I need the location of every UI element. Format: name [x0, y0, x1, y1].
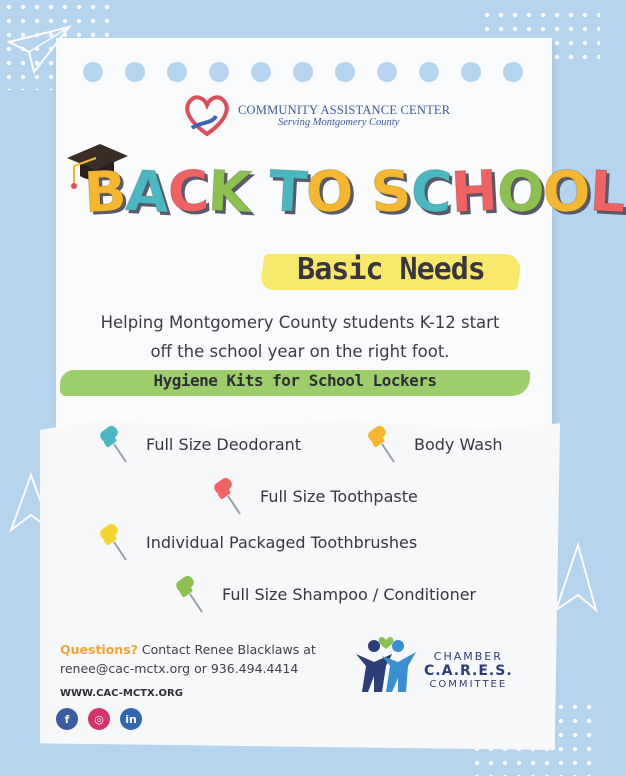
- committee-line: C.A.R.E.S.: [424, 663, 513, 679]
- subtitle: Basic Needs: [297, 252, 485, 287]
- item-label: Individual Packaged Toothbrushes: [146, 532, 418, 552]
- cares-people-icon: [352, 632, 422, 696]
- title-letter: A: [124, 158, 170, 227]
- push-pin-icon: [362, 422, 400, 466]
- questions-label: Questions?: [60, 642, 138, 657]
- title-letter: S: [369, 159, 413, 226]
- push-pin-icon: [170, 572, 208, 616]
- list-item: [362, 422, 503, 466]
- list-item: [94, 520, 417, 564]
- org-tagline: Serving Montgomery County: [278, 116, 400, 128]
- item-label: Full Size Shampoo / Conditioner: [222, 584, 477, 604]
- binder-holes: [83, 62, 523, 82]
- contact-info: [60, 640, 330, 678]
- list-item: [170, 572, 476, 616]
- intro-text: [70, 308, 530, 366]
- org-name: COMMUNITY ASSISTANCE CENTER: [238, 102, 451, 117]
- org-logo: [182, 92, 450, 138]
- push-pin-icon: [94, 520, 132, 564]
- title-letter: O: [541, 158, 592, 227]
- instagram-icon[interactable]: ◎: [88, 708, 110, 730]
- title-letter: H: [449, 158, 499, 227]
- intro-line: Helping Montgomery County students K-12 start: [100, 313, 500, 332]
- linkedin-icon[interactable]: in: [120, 708, 142, 730]
- push-pin-icon: [208, 474, 246, 518]
- title-letter: O: [495, 158, 545, 227]
- committee-name: [424, 650, 513, 690]
- list-item: [208, 474, 418, 518]
- kits-banner: Hygiene Kits for School Lockers: [153, 371, 437, 390]
- item-label: Full Size Deodorant: [146, 434, 302, 454]
- website-link[interactable]: WWW.CAC-MCTX.ORG: [60, 688, 183, 699]
- intro-line: off the school year on the right foot.: [150, 342, 450, 361]
- contact-details[interactable]: renee@cac-mctx.org or 936.494.4414: [60, 661, 299, 676]
- title-letter: C: [166, 158, 210, 227]
- social-links: [56, 708, 142, 730]
- push-pin-icon: [94, 422, 132, 466]
- item-label: Full Size Toothpaste: [260, 486, 418, 506]
- title-letter: L: [588, 159, 626, 226]
- title-letter: C: [409, 158, 453, 227]
- committee-line: COMMITTEE: [429, 679, 508, 690]
- page-title: [82, 158, 626, 227]
- heart-logo-icon: [182, 92, 232, 138]
- title-letter: K: [206, 158, 253, 227]
- committee-line: CHAMBER: [433, 650, 503, 663]
- title-letter: T: [267, 159, 308, 226]
- facebook-icon[interactable]: f: [56, 708, 78, 730]
- item-label: Body Wash: [414, 434, 503, 454]
- contact-line: Contact Renee Blacklaws at: [137, 642, 316, 657]
- list-item: [94, 422, 301, 466]
- title-letter: O: [304, 158, 355, 227]
- title-letter: B: [82, 158, 128, 227]
